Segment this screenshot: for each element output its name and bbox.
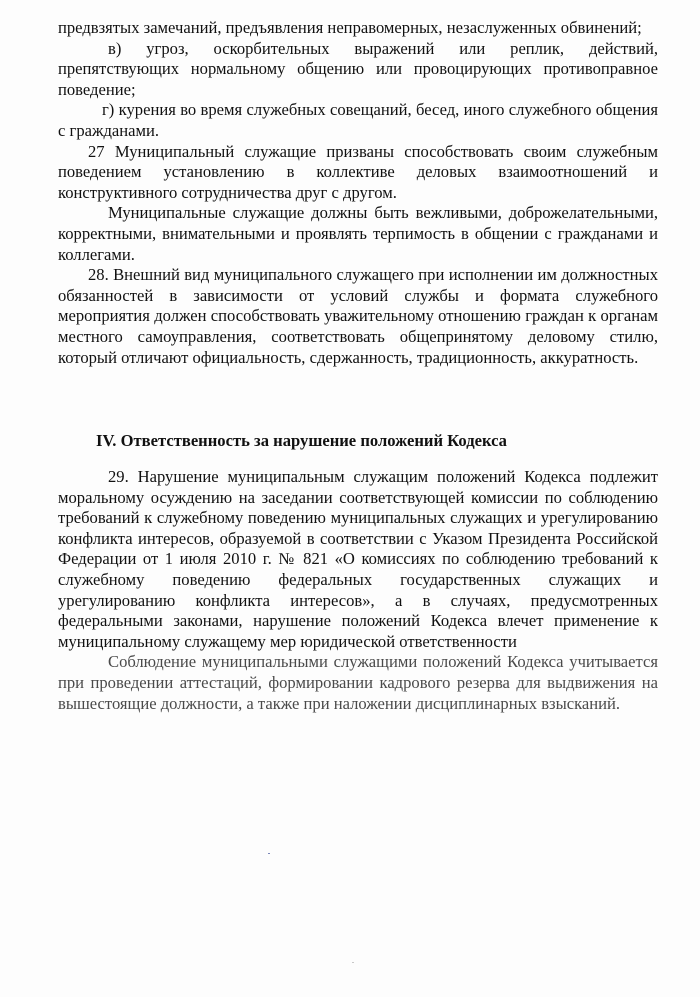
paragraph-final: Соблюдение муниципальными служащими положений Кодекса учитывается при проведении аттестаций, формировании кадрового резерва для выдвижения на вышестоящие должности, а также при наложении дисциплинарных взысканий. [58, 652, 658, 713]
text-block-top [58, 18, 658, 368]
section-heading-block [58, 431, 658, 452]
paragraph-item-g: г) курения во время служебных совещаний, бесед, иного служебного общения с гражданами. [58, 100, 658, 140]
scan-speck [352, 962, 354, 963]
scan-speck [268, 853, 270, 854]
text-block-bottom [58, 467, 658, 714]
paragraph-27: 27 Муниципальный служащие призваны способствовать своим служебным поведением установлению в коллективе деловых взаимоотношений и конструктивного сотрудничества друг с другом. [58, 141, 658, 202]
paragraph-28: 28. Внешний вид муниципального служащего при исполнении им должностных обязанностей в зависимости от условий службы и формата служебного мероприятия должен способствовать уважительному отношению граждан к органам местного самоуправления, соответствовать общепринятому деловому стилю, который отличают официальность, сдержанность, традиционность, аккуратность. [58, 265, 658, 367]
paragraph-continuation: предвзятых замечаний, предъявления неправомерных, незаслуженных обвинений; [58, 18, 642, 37]
section-heading: IV. Ответственность за нарушение положений Кодекса [96, 431, 507, 450]
paragraph-27-continued: Муниципальные служащие должны быть вежливыми, доброжелательными, корректными, внимательными и проявлять терпимость в общении с гражданами и коллегами. [58, 203, 658, 264]
paragraph-item-v: в) угроз, оскорбительных выражений или реплик, действий, препятствующих нормальному общению или провоцирующих противоправное поведение; [58, 38, 658, 99]
paragraph-29: 29. Нарушение муниципальным служащим положений Кодекса подлежит моральному осуждению на заседании соответствующей комиссии по соблюдению требований к служебному поведению муниципальных служащих и урегулированию конфликта интересов, образуемой в соответствии с Указом Президента Российской Федерации от 1 июля 2010 г. № 821 «О комиссиях по соблюдению требований к служебному поведению федеральных государственных служащих и урегулированию конфликта интересов», а в случаях, предусмотренных федеральными законами, нарушение положений Кодекса влечет применение к муниципальному служащему мер юридической ответственности [58, 467, 658, 651]
